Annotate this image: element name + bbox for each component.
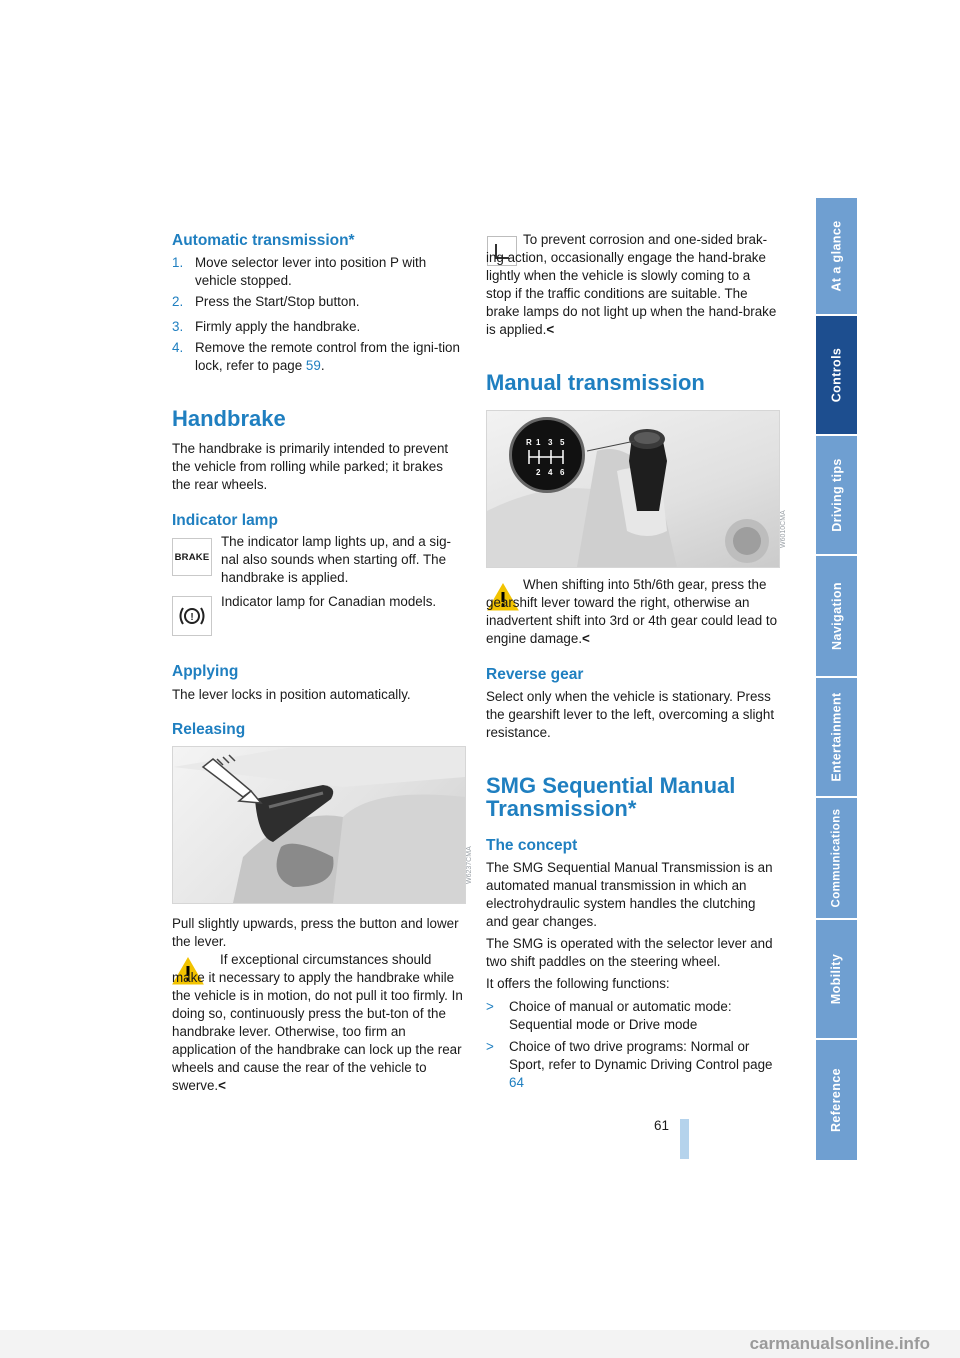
applying-heading: Applying <box>172 663 239 680</box>
gearshift-photo <box>486 410 780 568</box>
step-text: Firmly apply the handbrake. <box>195 319 361 334</box>
handbrake-release-photo <box>172 746 466 904</box>
gear-6: 6 <box>560 468 565 477</box>
step-number: 2. <box>172 294 184 309</box>
step-text: Press the Start/Stop button. <box>195 294 360 309</box>
end-mark: < <box>218 1078 226 1093</box>
manual-transmission-heading: Manual transmission <box>486 370 705 395</box>
releasing-heading: Releasing <box>172 721 246 738</box>
reverse-gear-text: Select only when the vehicle is stationary. Press the gearshift lever to the left, overcoming a slight resistance. <box>486 689 775 740</box>
smg-heading-line-2: Transmission* <box>486 796 637 821</box>
svg-text:!: ! <box>190 612 194 623</box>
gear-5: 5 <box>560 438 565 447</box>
bullet-text: Choice of manual or automatic mode: Sequential mode or Drive mode <box>509 999 732 1032</box>
gear-pattern-inset <box>509 417 585 493</box>
step-text: Move selector lever into position P with vehicle stopped. <box>195 255 427 288</box>
tab-controls[interactable]: Controls <box>816 316 857 434</box>
canadian-brake-icon <box>172 596 212 636</box>
gear-4: 4 <box>548 468 553 477</box>
handbrake-note-text: To prevent corrosion and one-sided brak-ing action, occasionally engage the hand-brake lightly when the vehicle is slowly coming to a stop if the traffic conditions are suitable. The brake lamps do not light up when the hand-brake is applied.< <box>486 232 777 337</box>
tab-mobility[interactable]: Mobility <box>816 920 857 1038</box>
handbrake-warning-text: If exceptional circumstances should make it necessary to apply the handbrake while the vehicle is in motion, do not pull it too firmly. In doing so, continuously press the but-ton of the handbrake lever. Otherwise, too firm an application of the handbrake can lock up the rear wheels and cause the rear of the vehicle to swerve.< <box>172 952 463 1093</box>
concept-text-3: It offers the following functions: <box>486 976 670 991</box>
smg-heading-line-1: SMG Sequential Manual <box>486 773 736 798</box>
indicator-lamp-heading: Indicator lamp <box>172 512 278 529</box>
step-number: 1. <box>172 255 184 270</box>
page-number: 61 <box>654 1118 670 1133</box>
page-link-64[interactable]: 64 <box>509 1075 524 1090</box>
auto-transmission-heading: Automatic transmission* <box>172 232 355 249</box>
step-number: 3. <box>172 319 184 334</box>
indicator-text: The indicator lamp lights up, and a sig-nal also sounds when starting off. The handbrake is applied. <box>221 534 451 585</box>
gear-r: R <box>526 438 532 447</box>
image-code: W6237CMA <box>466 846 473 884</box>
concept-text-1: The SMG Sequential Manual Transmission is an automated manual transmission in which an electrohydraulic system handles the clutching and gear changes. <box>486 860 773 929</box>
tab-communications[interactable]: Communications <box>816 798 857 918</box>
handbrake-text: The handbrake is primarily intended to prevent the vehicle from rolling while parked; it brakes the rear wheels. <box>172 441 449 492</box>
step-number: 4. <box>172 340 184 355</box>
image-code: W6010CMA <box>780 510 787 548</box>
canadian-text: Indicator lamp for Canadian models. <box>221 594 437 609</box>
brake-indicator-icon <box>172 538 212 576</box>
bullet-mark: > <box>486 999 494 1014</box>
brake-icon-label: BRAKE <box>174 551 210 563</box>
end-mark: < <box>546 322 555 337</box>
step-text: Remove the remote control from the igni-tion lock, refer to page 59. <box>195 340 460 373</box>
tab-at-a-glance[interactable]: At a glance <box>816 198 857 314</box>
tab-driving-tips[interactable]: Driving tips <box>816 436 857 554</box>
end-mark: < <box>582 631 590 646</box>
concept-text-2: The SMG is operated with the selector lever and two shift paddles on the steering wheel. <box>486 936 773 969</box>
bullet-text: Choice of two drive programs: Normal or Sport, refer to Dynamic Driving Control page 64 <box>509 1039 773 1090</box>
tab-reference[interactable]: Reference <box>816 1040 857 1160</box>
bullet-mark: > <box>486 1039 494 1054</box>
releasing-text: Pull slightly upwards, press the button and lower the lever. <box>172 916 459 949</box>
concept-heading: The concept <box>486 837 578 854</box>
page-number-bar <box>680 1119 689 1159</box>
gear-1: 1 <box>536 438 541 447</box>
gear-3: 3 <box>548 438 553 447</box>
reverse-gear-heading: Reverse gear <box>486 666 584 683</box>
handbrake-heading: Handbrake <box>172 406 286 431</box>
gear-2: 2 <box>536 468 541 477</box>
page-link-59[interactable]: 59 <box>305 358 321 373</box>
tab-entertainment[interactable]: Entertainment <box>816 678 857 796</box>
applying-text: The lever locks in position automatically. <box>172 687 411 702</box>
watermark: carmanualsonline.info <box>0 1330 960 1358</box>
tab-navigation[interactable]: Navigation <box>816 556 857 676</box>
manual-warning-text: When shifting into 5th/6th gear, press the gearshift lever toward the right, otherwise an inadvertent shift into 3rd or 4th gear could lead to engine damage.< <box>486 577 778 646</box>
